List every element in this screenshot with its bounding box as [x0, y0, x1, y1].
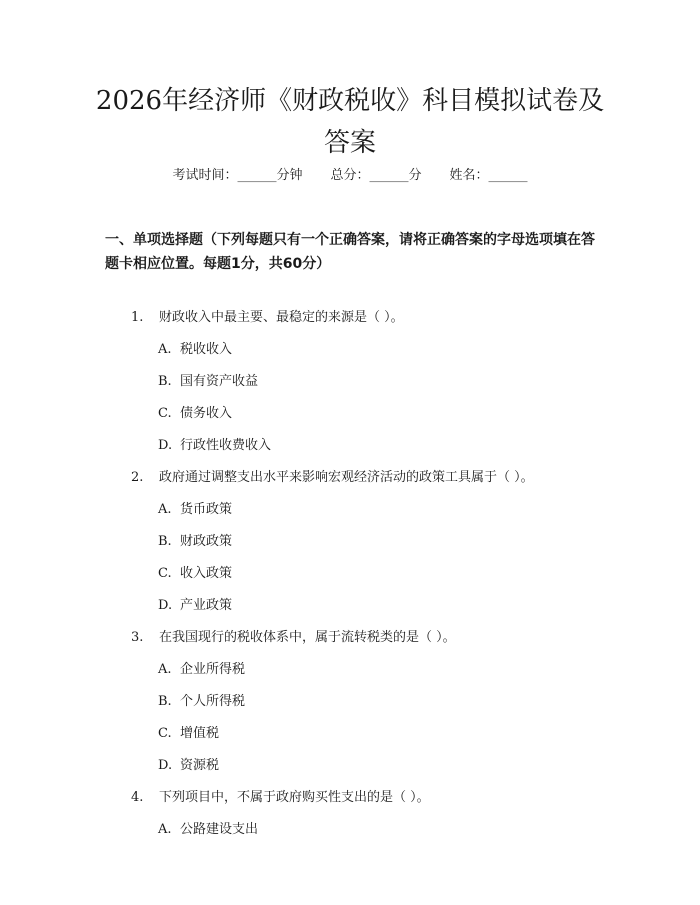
option-letter: C. — [158, 406, 172, 421]
option-text: 公路建设支出 — [180, 822, 259, 837]
question-3-option-d — [158, 756, 219, 776]
question-number: 2. — [131, 470, 144, 485]
question-1-option-c — [158, 404, 232, 424]
option-text: 产业政策 — [180, 598, 233, 613]
question-text: 在我国现行的税收体系中，属于流转税类的是（ ）。 — [159, 630, 456, 645]
question-text: 政府通过调整支出水平来影响宏观经济活动的政策工具属于（ ）。 — [159, 470, 534, 485]
option-letter: A. — [158, 342, 172, 357]
option-letter: A. — [158, 662, 172, 677]
option-text: 增值税 — [180, 726, 220, 741]
question-3-option-a — [158, 660, 245, 680]
question-text: 下列项目中，不属于政府购买性支出的是（ ）。 — [159, 790, 430, 805]
option-text: 个人所得税 — [180, 694, 246, 709]
option-letter: A. — [158, 502, 172, 517]
section-heading: 一、单项选择题（下列每题只有一个正确答案，请将正确答案的字母选项填在答题卡相应位置。每题1分，共60分） — [105, 232, 595, 272]
option-letter: D. — [158, 758, 173, 773]
option-letter: B. — [158, 374, 172, 389]
option-text: 财政政策 — [180, 534, 233, 549]
question-2 — [131, 468, 534, 488]
question-1-option-a — [158, 340, 232, 360]
total-score-field: 总分：______分 — [330, 168, 422, 183]
question-2-option-a — [158, 500, 232, 520]
option-text: 债务收入 — [180, 406, 233, 421]
option-text: 资源税 — [180, 758, 220, 773]
option-text: 国有资产收益 — [180, 374, 259, 389]
option-letter: B. — [158, 694, 172, 709]
exam-time-field: 考试时间：______分钟 — [172, 168, 303, 183]
question-3-option-b — [158, 692, 245, 712]
option-text: 收入政策 — [180, 566, 233, 581]
option-text: 企业所得税 — [180, 662, 246, 677]
option-letter: D. — [158, 598, 173, 613]
question-2-option-d — [158, 596, 232, 616]
exam-title: 2026年经济师《财政税收》科目模拟试卷及答案 — [95, 86, 605, 158]
option-letter: D. — [158, 438, 173, 453]
option-letter: C. — [158, 566, 172, 581]
question-4-option-a — [158, 820, 258, 840]
question-text: 财政收入中最主要、最稳定的来源是（ ）。 — [159, 310, 404, 325]
question-4 — [131, 788, 430, 808]
student-name-field: 姓名：______ — [449, 168, 528, 183]
option-letter: A. — [158, 822, 172, 837]
question-2-option-b — [158, 532, 232, 552]
question-3-option-c — [158, 724, 219, 744]
question-3 — [131, 628, 456, 648]
question-1-option-d — [158, 436, 271, 456]
question-1 — [131, 308, 404, 328]
question-number: 4. — [131, 790, 144, 805]
question-number: 1. — [131, 310, 144, 325]
option-letter: B. — [158, 534, 172, 549]
question-2-option-c — [158, 564, 232, 584]
option-text: 税收收入 — [180, 342, 233, 357]
option-letter: C. — [158, 726, 172, 741]
question-number: 3. — [131, 630, 144, 645]
option-text: 行政性收费收入 — [180, 438, 272, 453]
exam-meta — [0, 166, 700, 186]
question-1-option-b — [158, 372, 258, 392]
option-text: 货币政策 — [180, 502, 233, 517]
